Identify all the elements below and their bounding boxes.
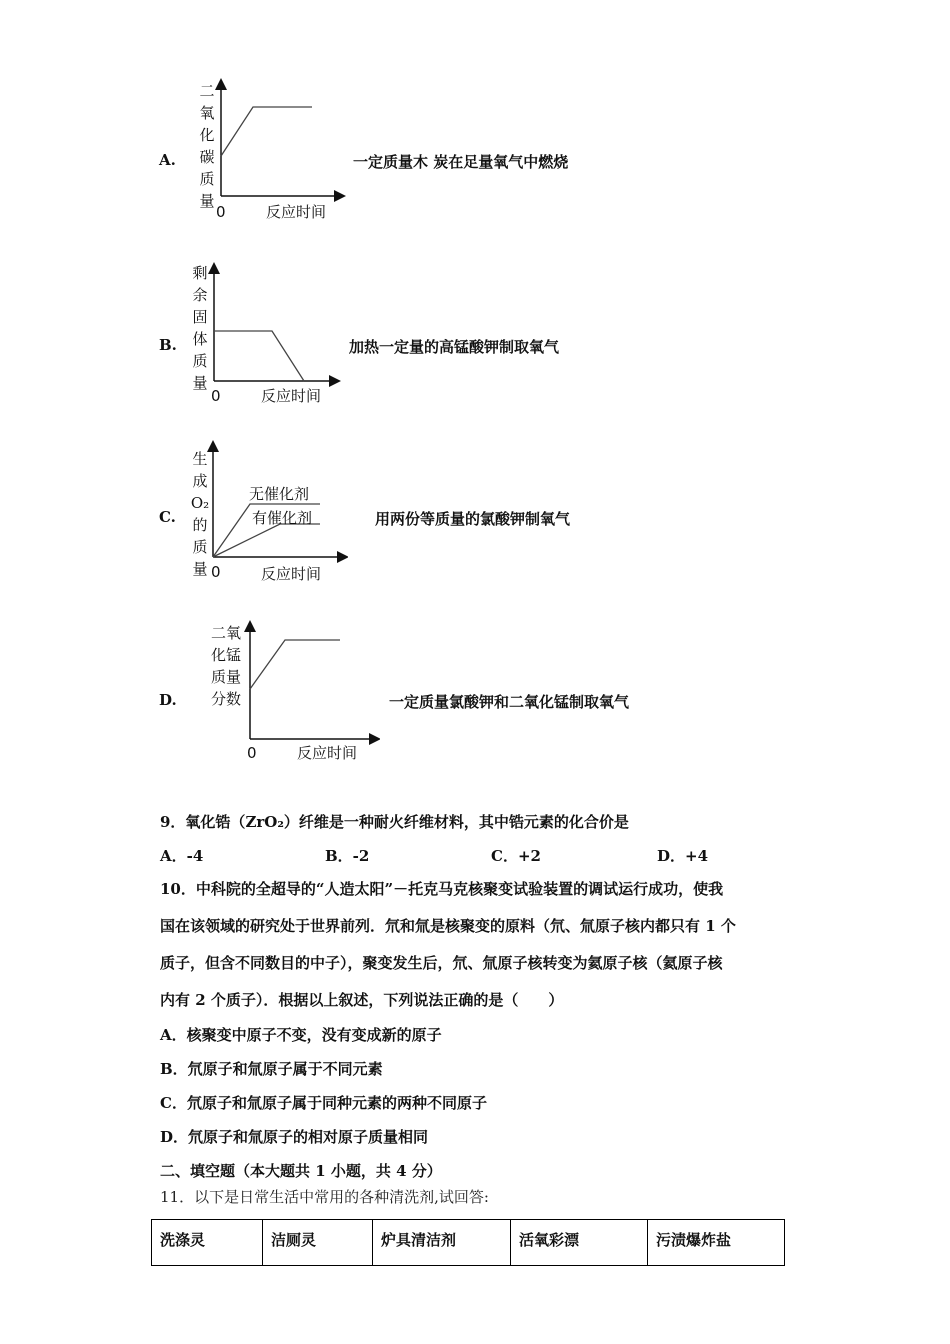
graph-axes: [210, 78, 350, 203]
line-label-with-catalyst: 有催化剂: [252, 509, 313, 527]
option-a: A．核聚变中原子不变，没有变成新的原子: [160, 1026, 442, 1044]
section-heading: 二、填空题（本大题共 1 小题，共 4 分）: [160, 1162, 442, 1180]
data-line: [250, 640, 340, 689]
graph-caption: 一定质量氯酸钾和二氧化锰制取氧气: [389, 693, 630, 711]
option-letter: B.: [159, 336, 177, 354]
option-c: C．+2: [491, 847, 541, 865]
table-cell: 洗涤灵: [152, 1220, 263, 1266]
origin-label: 0: [211, 387, 221, 405]
y-axis-label: 生 成 O₂ 的 质 量: [190, 450, 210, 578]
x-axis-label: 反应时间: [297, 744, 358, 762]
table-row: [152, 1220, 785, 1266]
option-c: C．氘原子和氚原子属于同种元素的两种不同原子: [160, 1094, 487, 1112]
origin-label: 0: [216, 203, 226, 221]
table-cell: 污渍爆炸盐: [648, 1220, 785, 1266]
option-d: D．氘原子和氚原子的相对原子质量相同: [160, 1128, 429, 1146]
y-axis-label: 二 氧 化 碳 质 量: [199, 82, 215, 210]
line-label-no-catalyst: 无催化剂: [249, 485, 310, 503]
question-line: 10．中科院的全超导的“人造太阳”－托克马克核聚变试验装置的调试运行成功，使我: [160, 880, 724, 898]
option-d: D．+4: [657, 847, 709, 865]
graph-caption: 加热一定量的高锰酸钾制取氧气: [349, 338, 560, 356]
data-line-with-catalyst: [213, 524, 320, 557]
x-axis-label: 反应时间: [261, 387, 322, 405]
graph-axes: [205, 262, 345, 387]
y-axis-label: 剩 余 固 体 质 量: [192, 264, 208, 392]
question-text: 9．氧化锆（ZrO₂）纤维是一种耐火纤维材料，其中锆元素的化合价是: [160, 813, 629, 831]
table-cell: 洁厕灵: [263, 1220, 373, 1266]
question-11-text: 11．以下是日常生活中常用的各种清洗剂,试回答:: [160, 1188, 489, 1206]
y-axis-label: 二氧 化锰 质量 分数: [210, 624, 241, 708]
table-cell: 活氧彩漂: [511, 1220, 648, 1266]
x-axis-label: 反应时间: [266, 203, 327, 221]
cleaner-table: [151, 1219, 785, 1266]
data-line: [214, 331, 304, 381]
graph-axes: [240, 620, 380, 745]
graph-caption: 一定质量木 炭在足量氧气中燃烧: [353, 153, 569, 171]
x-axis-label: 反应时间: [261, 565, 322, 583]
option-letter: C.: [159, 508, 176, 526]
question-line: 内有 2 个质子）．根据以上叙述，下列说法正确的是（ ）: [160, 991, 564, 1009]
option-letter: A.: [159, 151, 176, 169]
option-letter: D.: [159, 691, 177, 709]
question-line: 质子，但含不同数目的中子），聚变发生后，氘、氚原子核转变为氦原子核（氦原子核: [160, 954, 723, 972]
table-cell: 炉具清洁剂: [373, 1220, 511, 1266]
graph-caption: 用两份等质量的氯酸钾制氧气: [375, 510, 571, 528]
origin-label: 0: [247, 744, 257, 762]
option-b: B．-2: [325, 847, 370, 865]
data-line: [221, 107, 312, 156]
question-line: 国在该领域的研究处于世界前列．氘和氚是核聚变的原料（氘、氚原子核内都只有 1 个: [160, 917, 736, 935]
origin-label: 0: [211, 563, 221, 581]
option-a: A．-4: [160, 847, 204, 865]
option-b: B．氘原子和氚原子属于不同元素: [160, 1060, 383, 1078]
